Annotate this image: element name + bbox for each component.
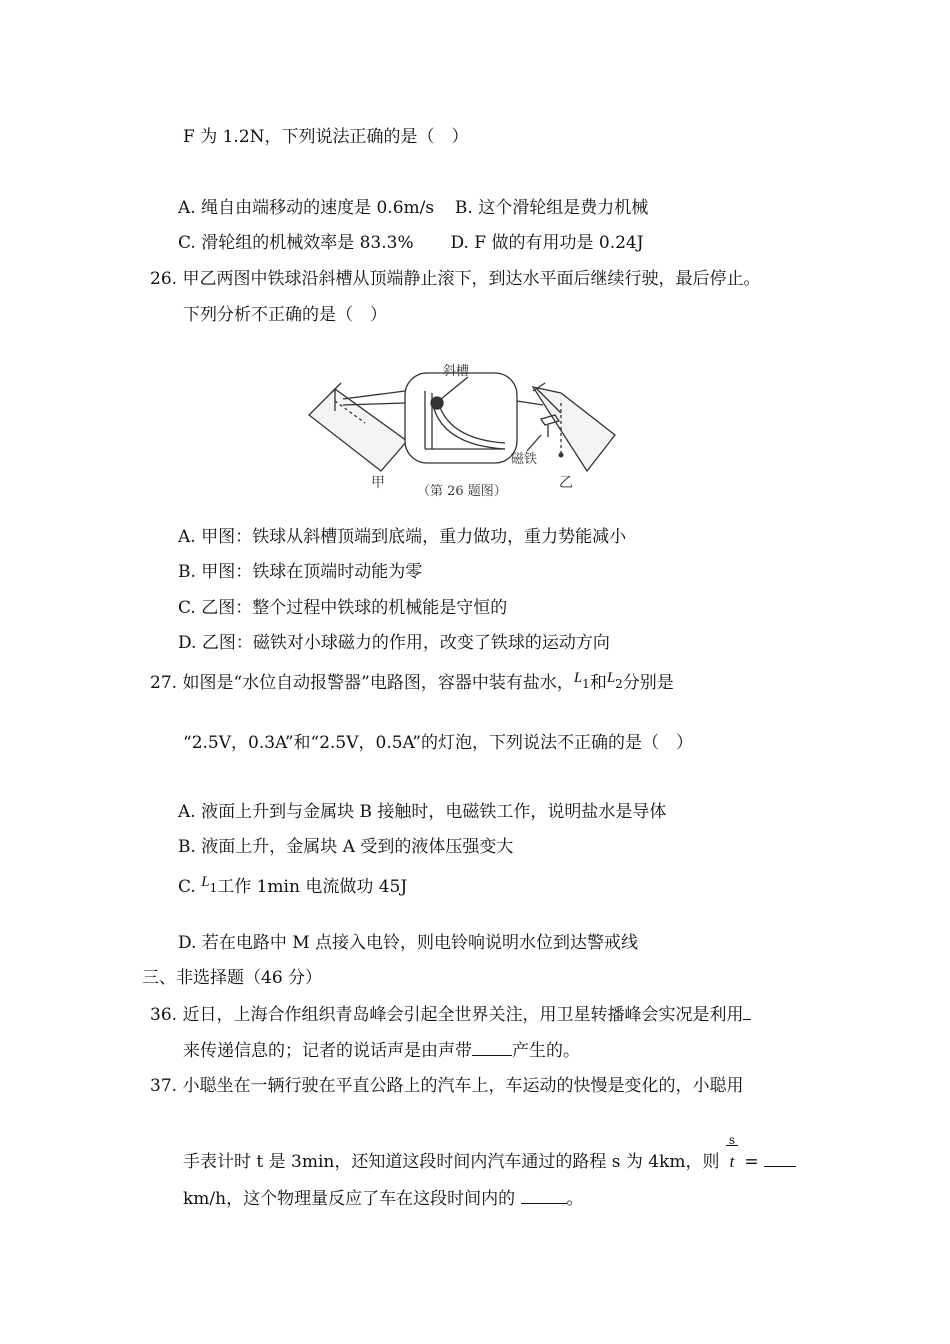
q27-l2-symbol: L — [606, 670, 616, 686]
q37-frac-numerator: s — [728, 1133, 736, 1147]
q27-stem-pre: 27. 如图是“水位自动报警器”电路图，容器中装有盐水， — [150, 673, 574, 693]
q37-equals: = — [738, 1152, 765, 1172]
figure-label-magnet: 磁铁 — [511, 452, 538, 467]
q37-fraction — [725, 1133, 739, 1173]
q36-blank-1[interactable] — [743, 1003, 751, 1020]
q27-stem-post: 分别是 — [622, 673, 674, 693]
q37-blank-2[interactable] — [521, 1187, 567, 1204]
q37-text-c: 。 — [566, 1189, 584, 1209]
q27-option-c-text: 工作 1min 电流做功 45J — [217, 877, 408, 897]
q25-options-cd — [178, 232, 644, 254]
q26-figure-drawing — [305, 353, 620, 503]
figure-label-slot: 斜槽 — [443, 364, 470, 379]
figure-caption: （第 26 题图） — [417, 484, 507, 499]
q26-option-b: B. 甲图：铁球在顶端时动能为零 — [178, 562, 423, 582]
q26-option-c: C. 乙图：整个过程中铁球的机械能是守恒的 — [178, 598, 508, 618]
q36-text-a: 来传递信息的；记者的说话声是由声带 — [183, 1041, 472, 1061]
q25-option-b: B. 这个滑轮组是费力机械 — [454, 198, 649, 218]
q37-line2 — [183, 1133, 796, 1173]
q26-figure — [305, 353, 620, 503]
q37-blank-1[interactable] — [764, 1150, 796, 1167]
q26-stem-line2: 下列分析不正确的是（ ） — [183, 305, 387, 325]
q27-and: 和 — [589, 673, 607, 693]
q37-line1: 37. 小聪坐在一辆行驶在平直公路上的汽车上，车运动的快慢是变化的，小聪用 — [150, 1076, 744, 1096]
q36-stem: 36. 近日，上海合作组织青岛峰会引起全世界关注，用卫星转播峰会实况是利用 — [150, 1005, 744, 1025]
q36-blank-2[interactable] — [472, 1039, 512, 1056]
figure-label-yi: 乙 — [559, 475, 573, 491]
q26-option-a: A. 甲图：铁球从斜槽顶端到底端，重力做功，重力势能减小 — [178, 527, 627, 547]
q37-line3 — [183, 1187, 584, 1210]
q25-option-d: D. F 做的有用功是 0.24J — [450, 233, 644, 253]
q25-options-ab — [178, 197, 648, 219]
q27-l2-sub: 2 — [615, 677, 623, 691]
q27-stem-line1 — [150, 672, 674, 695]
q26-stem-line1: 26. 甲乙两图中铁球沿斜槽从顶端静止滚下，到达水平面后继续行驶，最后停止。 — [150, 269, 761, 289]
section-three-heading: 三、非选择题（46 分） — [142, 968, 323, 988]
q37-text-b: km/h，这个物理量反应了车在这段时间内的 — [183, 1189, 516, 1209]
q25-option-c: C. 滑轮组的机械效率是 83.3% — [178, 233, 414, 253]
q27-stem-line2: “2.5V，0.3A”和“2.5V，0.5A”的灯泡，下列说法不正确的是（ ） — [183, 733, 694, 753]
q37-frac-bar — [726, 1145, 738, 1146]
figure-label-jia: 甲 — [371, 475, 385, 491]
q36-line1 — [150, 1003, 751, 1026]
q37-text-a: 手表计时 t 是 3min，还知道这段时间内汽车通过的路程 s 为 4km，则 — [183, 1152, 720, 1172]
q27-option-a: A. 液面上升到与金属块 B 接触时，电磁铁工作，说明盐水是导体 — [178, 802, 667, 822]
q27-option-c-prefix: C. — [178, 877, 202, 897]
q36-line2 — [183, 1039, 580, 1062]
q27-option-b: B. 液面上升，金属块 A 受到的液体压强变大 — [178, 837, 514, 857]
q27-option-c — [178, 876, 407, 899]
q25-stem: F 为 1.2N，下列说法正确的是（ ） — [183, 127, 469, 147]
q27-l1-symbol: L — [573, 670, 583, 686]
q27-option-d: D. 若在电路中 M 点接入电铃，则电铃响说明水位到达警戒线 — [178, 933, 639, 953]
q37-frac-denominator: t — [729, 1152, 735, 1171]
q26-option-d: D. 乙图：磁铁对小球磁力的作用，改变了铁球的运动方向 — [178, 633, 610, 653]
q27-option-c-l1-sub: 1 — [209, 881, 218, 895]
q25-option-a: A. 绳自由端移动的速度是 0.6m/s — [178, 198, 435, 218]
q27-l1-sub: 1 — [582, 677, 590, 691]
q27-option-c-l1-symbol: L — [201, 874, 210, 890]
q36-text-b: 产生的。 — [512, 1041, 580, 1061]
